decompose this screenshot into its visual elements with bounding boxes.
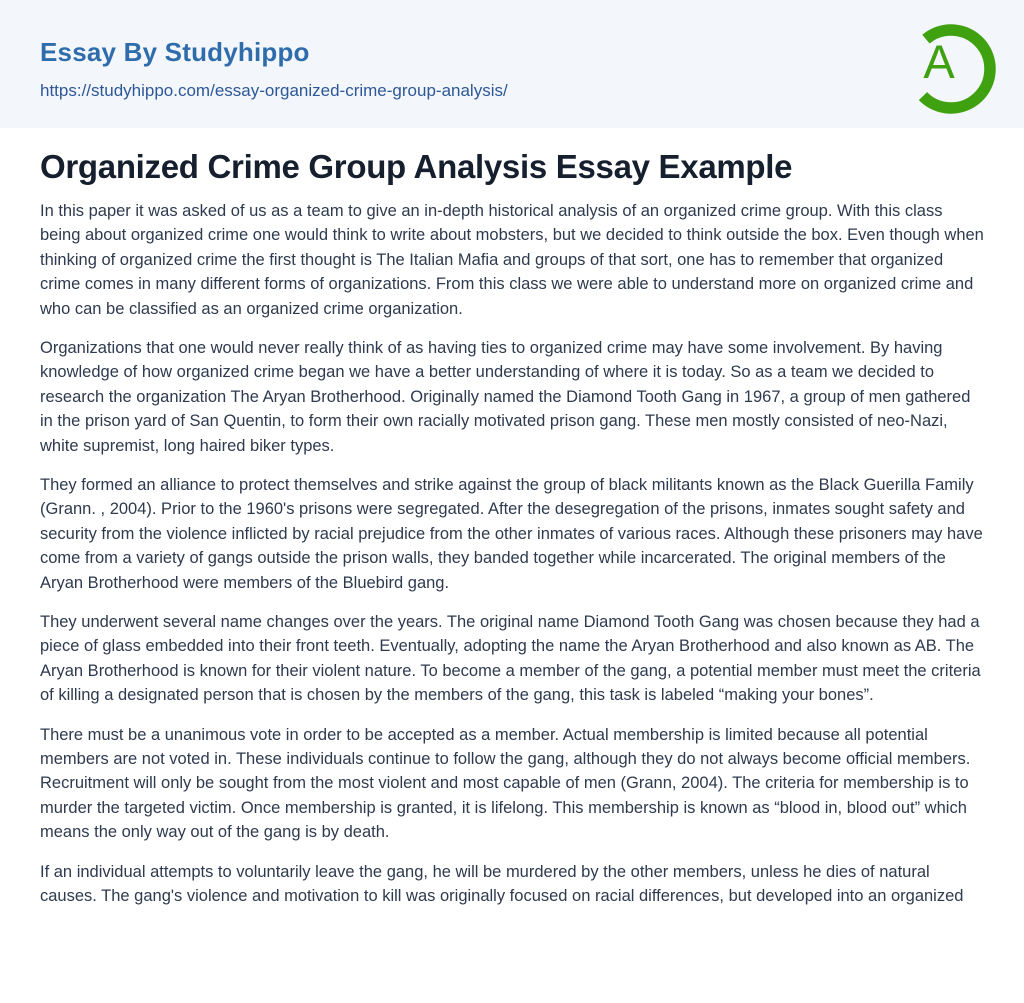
essay-paragraph: There must be a unanimous vote in order to be accepted as a member. Actual membership is limited because all potential members are not voted in. These individuals continue to follow the gang, although they do not always become official members. Recruitment will only be sought from the most violent and most capable of men (Grann, 2004). The criteria for membership is to murder the targeted victim. Once membership is granted, it is lifelong. This membership is known as “blood in, blood out” which means the only way out of the gang is by death. bbox=[40, 725, 971, 842]
logo-letter: A bbox=[923, 35, 955, 88]
studyhippo-logo-icon bbox=[901, 19, 1001, 119]
essay-paragraph: Organizations that one would never really think of as having ties to organized crime may have some involvement. By having knowledge of how organized crime began we have a better understanding of where it is today. So as a team we decided to research the organization The Aryan Brotherhood. Originally named the Diamond Tooth Gang in 1967, a group of men gathered in the prison yard of San Quentin, to form their own racially motivated prison gang. These men mostly consisted of neo-Nazi, white supremist, long haired biker types. bbox=[40, 338, 971, 455]
source-url-link[interactable]: https://studyhippo.com/essay-organized-crime-group-analysis/ bbox=[40, 81, 508, 100]
essay-paragraph: They formed an alliance to protect themselves and strike against the group of black militants known as the Black Guerilla Family (Grann. , 2004). Prior to the 1960's prisons were segregated. After the desegregation of the prisons, inmates sought safety and security from the violence inflicted by racial prejudice from the other inmates of various races. Although these prisoners may have come from a variety of gangs outside the prison walls, they banded together while incarcerated. The original members of the Aryan Brotherhood were members of the Bluebird gang. bbox=[40, 476, 983, 592]
essay-content bbox=[0, 128, 1024, 909]
essay-title: Organized Crime Group Analysis Essay Example bbox=[40, 148, 793, 185]
essay-paragraph: In this paper it was asked of us as a team to give an in-depth historical analysis of an organized crime group. With this class being about organized crime one would think to write about mobsters, but we decided to think outside the box. Even though when thinking of organized crime the first thought is The Italian Mafia and groups of that sort, one has to remember that organized crime comes in many different forms of organizations. From this class we were able to understand more on organized crime and who can be classified as an organized crime organization. bbox=[40, 201, 984, 318]
essay-paragraph: If an individual attempts to voluntarily leave the gang, he will be murdered by the other members, unless he dies of natural causes. The gang's violence and motivation to kill was originally focused on racial differences, but developed into an organized bbox=[40, 862, 964, 906]
brand-title: Essay By Studyhippo bbox=[40, 37, 310, 67]
site-header bbox=[0, 0, 1024, 128]
essay-paragraph: They underwent several name changes over the years. The original name Diamond Tooth Gang was chosen because they had a piece of glass embedded into their front teeth. Eventually, adopting the name the Aryan Brotherhood and also known as AB. The Aryan Brotherhood is known for their violent nature. To become a member of the gang, a potential member must meet the criteria of killing a designated person that is chosen by the members of the gang, this task is labeled “making your bones”. bbox=[40, 613, 981, 705]
